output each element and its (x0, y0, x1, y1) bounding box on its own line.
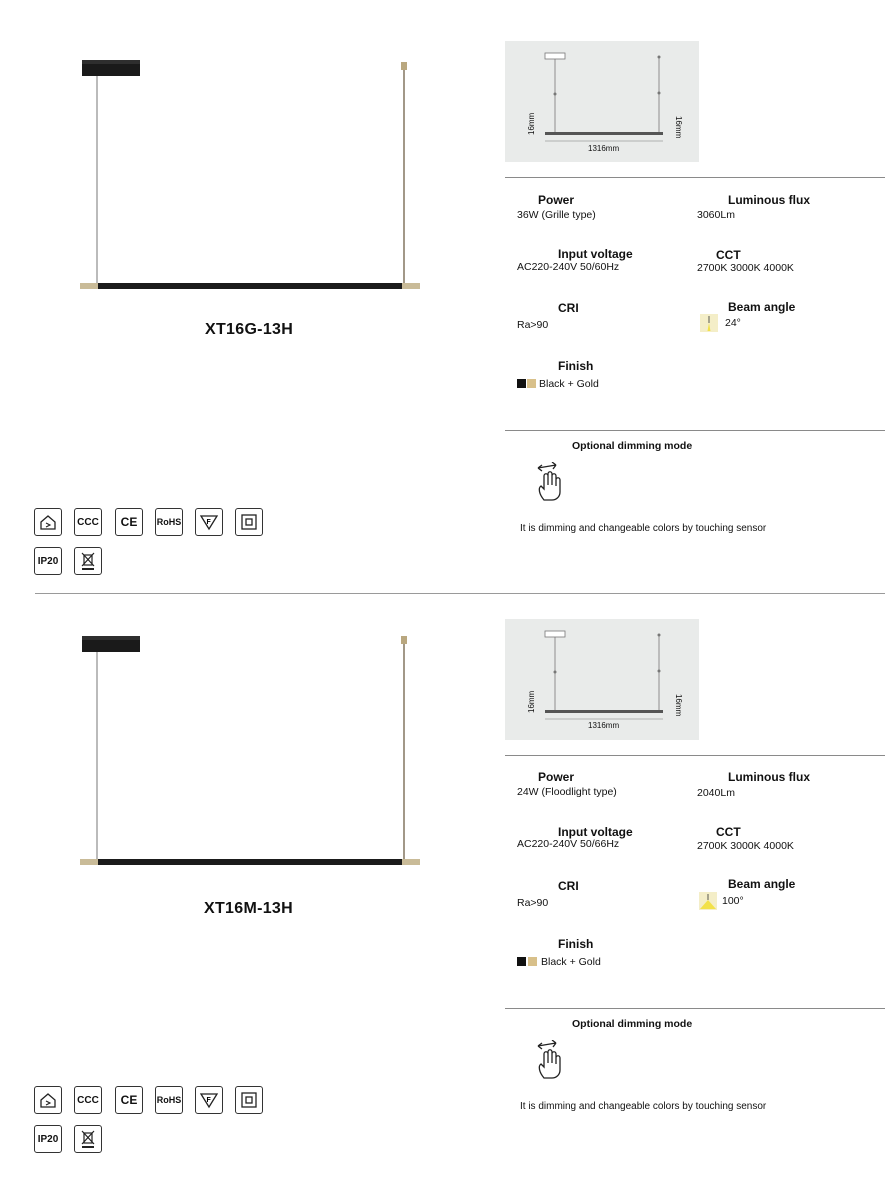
power-value: 24W (Floodlight type) (517, 786, 617, 798)
gold-swatch (528, 957, 537, 966)
ip20-icon: IP20 (34, 1125, 62, 1153)
black-swatch (517, 379, 526, 388)
beam-angle-icon (699, 892, 717, 910)
flux-label: Luminous flux (728, 193, 810, 207)
ccc-icon: CCC (74, 1086, 102, 1114)
beam-value: 24° (725, 317, 741, 329)
dim-left-height: 16mm (527, 112, 536, 135)
weee-bin-icon (74, 1125, 102, 1153)
model-name: XT16M-13H (204, 900, 293, 917)
model-name: XT16G-13H (205, 321, 294, 338)
finish-value: Black + Gold (539, 378, 599, 390)
finish-label: Finish (558, 937, 594, 951)
dim-left-height: 16mm (527, 690, 536, 713)
dim-right-height: 16mm (674, 116, 683, 139)
touch-hand-icon (534, 462, 566, 504)
voltage-label: Input voltage (558, 825, 633, 839)
house-icon (34, 508, 62, 536)
svg-text:F: F (206, 1097, 211, 1104)
power-value: 36W (Grille type) (517, 209, 596, 221)
voltage-value: AC220-240V 50/66Hz (517, 838, 620, 850)
divider (505, 1008, 885, 1009)
double-square-icon (235, 1086, 263, 1114)
dim-length: 1316mm (588, 144, 620, 153)
svg-text:F: F (206, 519, 211, 526)
divider (505, 755, 885, 756)
cri-label: CRI (558, 301, 579, 315)
power-label: Power (538, 193, 575, 207)
dimming-description: It is dimming and changeable colors by touching sensor (520, 523, 767, 534)
beam-label: Beam angle (728, 300, 796, 314)
black-swatch (517, 957, 526, 966)
divider (505, 430, 885, 431)
ce-icon: CE (115, 1086, 143, 1114)
dimension-drawing (505, 619, 699, 740)
triangle-f-icon (195, 508, 223, 536)
gold-swatch (527, 379, 536, 388)
dimming-title: Optional dimming mode (572, 440, 693, 452)
beam-angle-icon (700, 314, 718, 332)
dimension-drawing (505, 41, 699, 162)
cct-value: 2700K 3000K 4000K (697, 840, 794, 852)
flux-value: 2040Lm (697, 787, 735, 799)
dim-right-height: 16mm (674, 694, 683, 717)
dimming-title: Optional dimming mode (572, 1018, 693, 1030)
finish-value: Black + Gold (541, 956, 601, 968)
power-label: Power (538, 770, 575, 784)
house-icon (34, 1086, 62, 1114)
touch-hand-icon (534, 1040, 566, 1082)
ccc-icon: CCC (74, 508, 102, 536)
finish-label: Finish (558, 359, 594, 373)
cct-label: CCT (716, 248, 741, 262)
rohs-icon: RoHS (155, 1086, 183, 1114)
beam-label: Beam angle (728, 877, 796, 891)
voltage-value: AC220-240V 50/60Hz (517, 261, 620, 273)
flux-value: 3060Lm (697, 209, 735, 221)
section-divider (35, 593, 885, 594)
cri-label: CRI (558, 879, 579, 893)
cct-value: 2700K 3000K 4000K (697, 262, 794, 274)
divider (505, 177, 885, 178)
cri-value: Ra>90 (517, 319, 549, 331)
cri-value: Ra>90 (517, 897, 549, 909)
dimming-description: It is dimming and changeable colors by touching sensor (520, 1101, 767, 1112)
triangle-f-icon (195, 1086, 223, 1114)
dim-length: 1316mm (588, 721, 620, 730)
weee-bin-icon (74, 547, 102, 575)
ce-icon: CE (115, 508, 143, 536)
voltage-label: Input voltage (558, 247, 633, 261)
pendant-lamp-image (0, 50, 500, 390)
cct-label: CCT (716, 825, 741, 839)
flux-label: Luminous flux (728, 770, 810, 784)
double-square-icon (235, 508, 263, 536)
rohs-icon: RoHS (155, 508, 183, 536)
ip20-icon: IP20 (34, 547, 62, 575)
beam-value: 100° (722, 895, 744, 907)
